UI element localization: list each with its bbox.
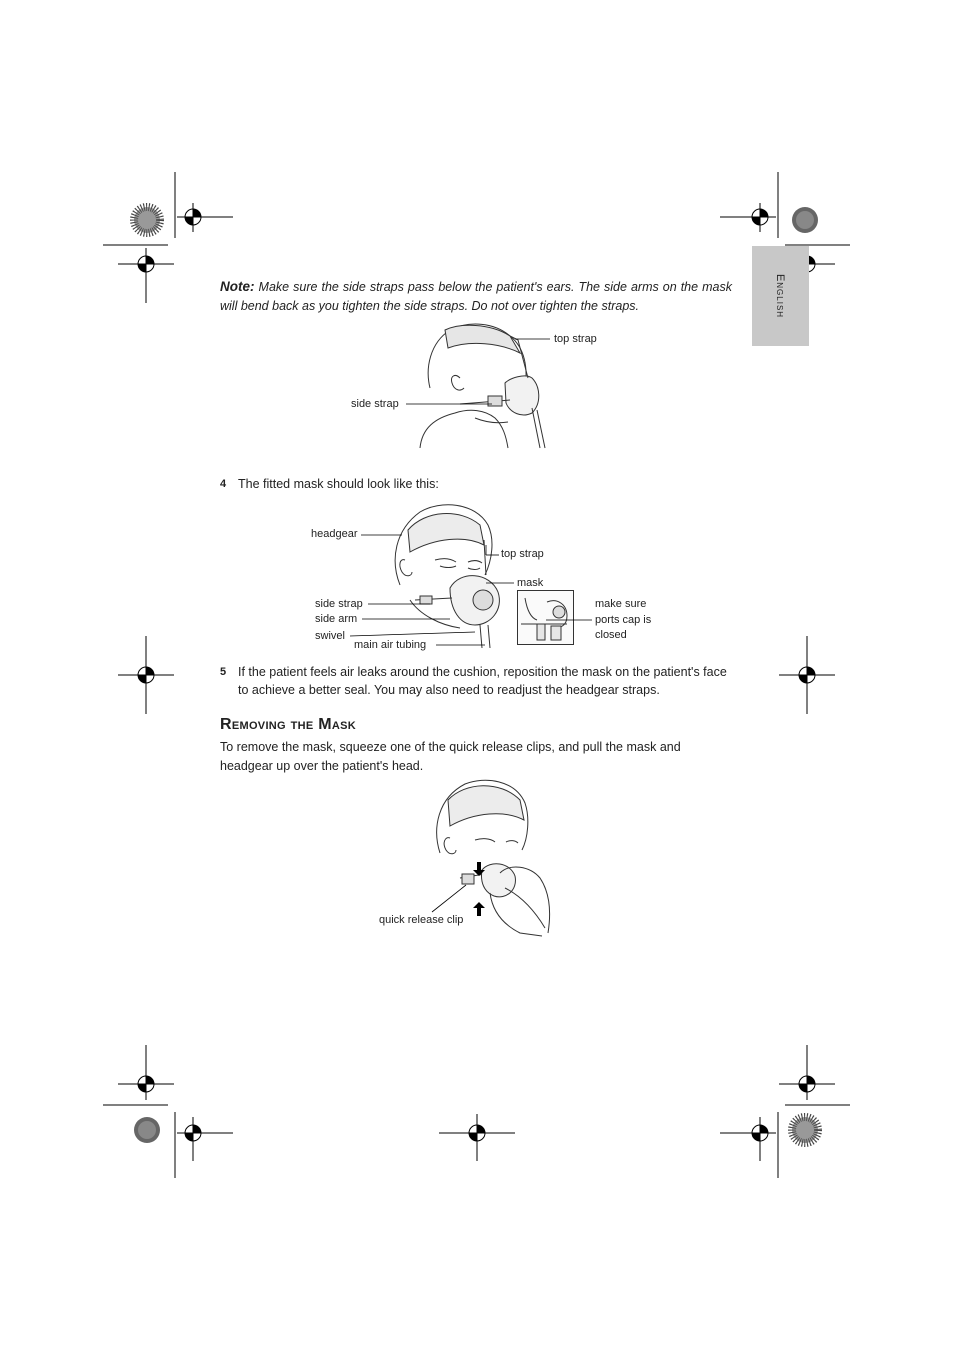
language-tab-label: English	[774, 273, 786, 319]
label-side-strap-fitted: side strap	[315, 598, 363, 610]
label-top-strap: top strap	[554, 333, 597, 345]
label-ports-note-2: ports cap is	[595, 614, 652, 626]
section-paragraph: To remove the mask, squeeze one of the quick release clips, and pull the mask and headgear up over the patient's head.	[220, 740, 681, 773]
label-swivel: swivel	[315, 630, 345, 642]
label-headgear: headgear	[311, 528, 358, 540]
label-side-strap: side strap	[351, 398, 399, 410]
note-label: Note:	[220, 279, 255, 294]
step-5-text: If the patient feels air leaks around the cushion, reposition the mask on the patient's face to achieve a better seal. You may also need to readjust the headgear straps.	[238, 665, 727, 697]
label-top-strap-fitted: top strap	[501, 548, 544, 560]
label-mask: mask	[517, 577, 544, 589]
label-side-arm: side arm	[315, 613, 358, 625]
note-text: Make sure the side straps pass below the patient's ears. The side arms on the mask will bend back as you tighten the side straps. Do not over tighten the straps.	[220, 280, 732, 313]
label-quick-release-clip: quick release clip	[379, 914, 464, 926]
label-main-air-tubing: main air tubing	[354, 639, 427, 651]
step-4-text: The fitted mask should look like this:	[238, 477, 439, 491]
step-5-number: 5	[220, 666, 227, 678]
label-ports-note-1: make sure	[595, 598, 647, 610]
section-heading-removing-mask: Removing the Mask	[220, 716, 357, 733]
label-ports-note-3: closed	[595, 629, 627, 641]
step-4-number: 4	[220, 478, 227, 490]
